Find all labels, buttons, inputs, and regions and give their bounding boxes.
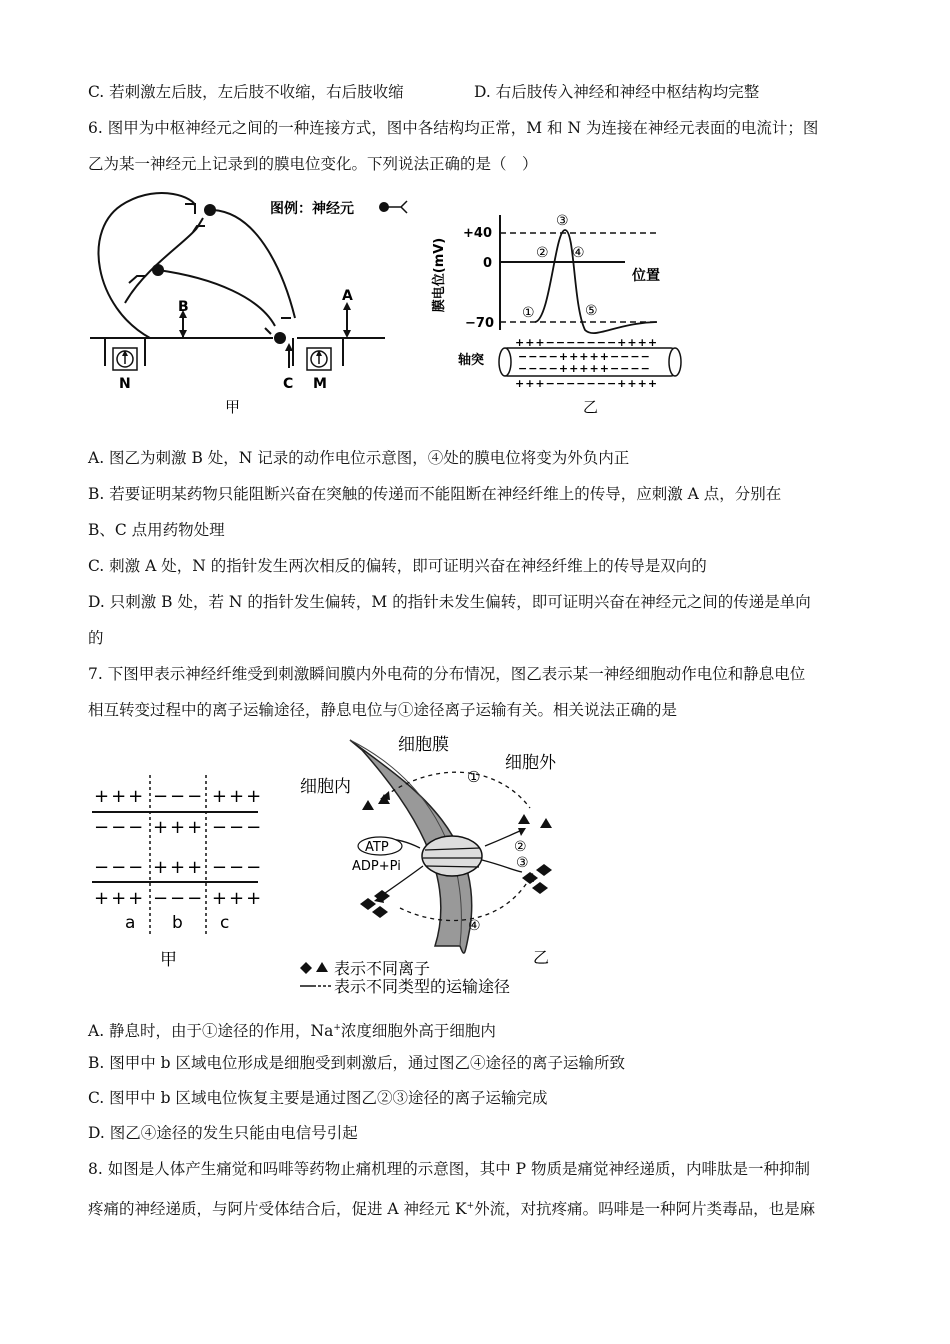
- tick-minus-70: −70: [465, 316, 494, 331]
- charge-row-3: −−− +++ −−−: [94, 857, 264, 878]
- route-2: ②: [514, 839, 527, 855]
- q6-figure-yi: [425, 205, 695, 420]
- q6-option-b-line-2: B、C 点用药物处理: [88, 521, 225, 539]
- adp-label: ADP+Pi: [352, 859, 401, 874]
- legend-routes: 表示不同类型的运输途径: [334, 977, 511, 996]
- q7-option-a: [88, 1018, 496, 1041]
- tick-plus-40: +40: [463, 226, 492, 241]
- q6-option-c: C. 刺激 A 处，N 的指针发生两次相反的偏转，即可证明兴奋在神经纤维上的传导是双向的: [88, 557, 707, 575]
- q6-option-b-line-1: B. 若要证明某药物只能阻断兴奋在突触的传递而不能阻断在神经纤维上的传导，应刺激 A 点，分别在: [88, 485, 782, 503]
- figure-caption-yi-2: 乙: [533, 948, 550, 967]
- q7-stem-line-2: 相互转变过程中的离子运输途径，静息电位与①途径离子运输有关。相关说法正确的是: [88, 701, 678, 719]
- q8-stem-line-2: [88, 1196, 815, 1219]
- region-b: b: [172, 913, 183, 933]
- q6-option-d-line-1: D. 只刺激 B 处，若 N 的指针发生偏转，M 的指针未发生偏转，即可证明兴奋在神经元之间的传递是单向: [88, 593, 811, 611]
- figure-caption-jia-2: 甲: [160, 950, 177, 970]
- q7-option-a-text-2: 浓度细胞外高于细胞内: [340, 1022, 496, 1041]
- route-3: ③: [516, 855, 529, 871]
- q7-figure-yi: [290, 728, 580, 998]
- marker-3: ③: [556, 213, 569, 229]
- y-axis-label: 膜电位(mV): [432, 237, 447, 313]
- outside-label: 细胞外: [505, 753, 556, 773]
- atp-label: ATP: [365, 840, 389, 855]
- x-axis-label: 位置: [632, 268, 660, 284]
- marker-5: ⑤: [585, 303, 598, 319]
- q8-stem-line-1: 8. 如图是人体产生痛觉和吗啡等药物止痛机理的示意图，其中 P 物质是痛觉神经递质，内啡肽是一种抑制: [88, 1160, 811, 1178]
- label-n: N: [119, 376, 131, 392]
- label-m: M: [313, 376, 327, 392]
- route-1: ①: [467, 768, 481, 786]
- q6-option-a: A. 图乙为刺激 B 处，N 记录的动作电位示意图，④处的膜电位将变为外负内正: [88, 449, 630, 467]
- charge-row-2: −−− +++ −−−: [94, 817, 264, 838]
- q6-stem-line-2: 乙为某一神经元上记录到的膜电位变化。下列说法正确的是（ ）: [88, 155, 538, 173]
- q7-option-b: B. 图甲中 b 区域电位形成是细胞受到刺激后，通过图乙④途径的离子运输所致: [88, 1054, 626, 1072]
- label-b: B: [178, 299, 189, 315]
- q7-figure-jia: [88, 770, 268, 975]
- inside-label: 细胞内: [300, 777, 351, 797]
- marker-4: ④: [572, 245, 585, 261]
- axon-label: 轴突: [458, 353, 485, 368]
- marker-1: ①: [522, 305, 535, 321]
- charge-row-4: +++ −−− +++: [94, 888, 264, 909]
- q7-option-a-sup: +: [333, 1023, 341, 1033]
- region-c: c: [220, 913, 230, 933]
- figure-caption-jia: 甲: [225, 398, 241, 416]
- q7-stem-line-1: 7. 下图甲表示神经纤维受到刺激瞬间膜内外电荷的分布情况，图乙表示某一神经细胞动作电位和静息电位: [88, 665, 806, 683]
- charge-row-bottom: +++−−−−−−−++++: [515, 377, 659, 390]
- q6-option-d-line-2: 的: [88, 629, 104, 647]
- marker-2: ②: [536, 245, 549, 261]
- q8-stem-sup: +: [466, 1201, 475, 1211]
- membrane-label: 细胞膜: [398, 735, 449, 755]
- charge-row-inner-2: −−−−+++++−−−−: [518, 362, 651, 375]
- legend-ions: 表示不同离子: [334, 959, 431, 978]
- legend-text: 图例：神经元: [270, 201, 354, 217]
- region-a: a: [125, 913, 136, 933]
- q5-option-c: C. 若刺激左后肢，左后肢不收缩，右后肢收缩: [88, 83, 404, 101]
- charge-row-top: +++−−−−−−−++++: [515, 336, 659, 349]
- q5-option-d: D. 右后肢传入神经和神经中枢结构均完整: [474, 83, 760, 101]
- q6-figure-jia: [85, 188, 415, 418]
- q8-stem-text-2: 外流，对抗疼痛。吗啡是一种阿片类毒品，也是麻: [474, 1200, 816, 1219]
- route-4: ④: [468, 918, 481, 934]
- tick-zero: 0: [483, 256, 493, 271]
- charge-row-inner-1: −−−−+++++−−−−: [518, 350, 651, 363]
- q8-stem-text-1: 疼痛的神经递质，与阿片受体结合后，促进 A 神经元 K: [88, 1200, 467, 1219]
- figure-caption-yi: 乙: [583, 398, 599, 416]
- label-c: C: [283, 376, 294, 392]
- q7-option-d: D. 图乙④途径的发生只能由电信号引起: [88, 1124, 358, 1142]
- label-a: A: [342, 288, 353, 304]
- charge-row-1: +++ −−− +++: [94, 786, 264, 807]
- q6-stem-line-1: 6. 图甲为中枢神经元之间的一种连接方式，图中各结构均正常，M 和 N 为连接在神经元表面的电流计；图: [88, 119, 819, 137]
- q7-option-a-text-1: A. 静息时，由于①途径的作用，Na: [88, 1022, 334, 1041]
- q7-option-c: C. 图甲中 b 区域电位恢复主要是通过图乙②③途径的离子运输完成: [88, 1089, 548, 1107]
